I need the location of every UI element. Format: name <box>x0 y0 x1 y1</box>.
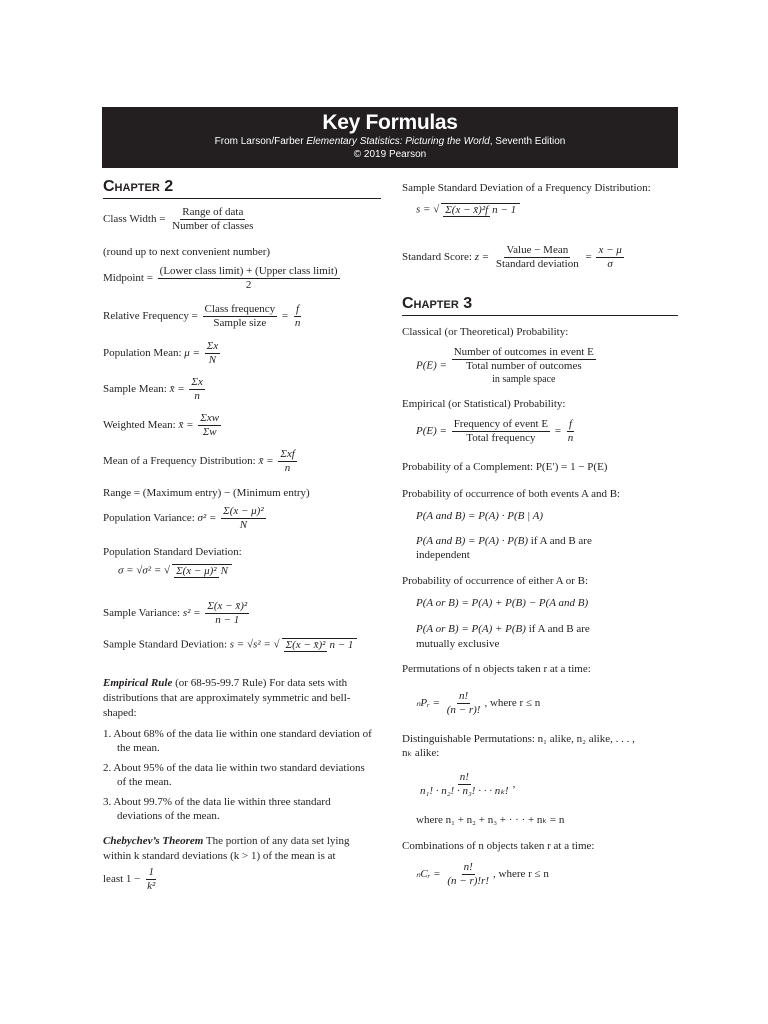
lhs: ₙCᵣ = <box>416 868 441 881</box>
fraction <box>198 412 221 439</box>
numerator: Frequency of event E <box>453 418 549 430</box>
fraction-2 <box>566 418 576 445</box>
class-width-formula <box>103 206 257 233</box>
chapter3-heading-wrap <box>402 295 678 316</box>
label: Population Variance: <box>103 512 195 525</box>
relative-frequency-formula <box>103 303 304 330</box>
fraction <box>172 564 232 578</box>
numerator: x − μ <box>598 244 622 256</box>
label: Mean of a Frequency Distribution: <box>103 455 256 468</box>
denominator: Number of classes <box>172 220 254 232</box>
fraction <box>278 448 296 475</box>
fraction <box>189 376 204 403</box>
fraction <box>494 244 581 271</box>
denominator: Σw <box>202 426 217 438</box>
denominator: N <box>239 519 248 531</box>
denominator: N <box>220 565 228 577</box>
distinguishable-label: Distinguishable Permutations: n₁ alike, n₂ alike, . . . , <box>402 733 635 745</box>
numerator: Σx <box>206 340 219 352</box>
label: Sample Variance: <box>103 607 181 620</box>
list-item: 3. About 99.7% of the data lie within three standard deviations of the mean. <box>103 796 331 822</box>
denominator: σ <box>607 258 613 270</box>
chebychev-title: Chebychev’s Theorem <box>103 835 204 847</box>
numerator: Σ(x − μ)² <box>223 505 264 517</box>
lhs: x̄ = <box>169 383 185 396</box>
lhs: ₙPᵣ = <box>416 697 440 710</box>
denominator: n <box>294 317 301 329</box>
fraction <box>445 690 483 717</box>
empirical-prob-label: Empirical (or Statistical) Probability: <box>402 398 566 410</box>
fraction <box>158 265 340 292</box>
both-note: independent <box>416 549 470 561</box>
fraction <box>441 203 520 217</box>
population-mean-formula <box>103 340 222 367</box>
numerator: Σxf <box>280 448 295 460</box>
radical-icon: √ <box>273 638 280 651</box>
population-sd-formula <box>118 564 234 578</box>
equals: = <box>554 425 562 438</box>
label: Sample Mean: <box>103 383 167 396</box>
edition: , Seventh Edition <box>489 136 566 147</box>
fraction <box>145 866 157 893</box>
denominator: Total number of outcomes <box>465 360 582 372</box>
list-item: 2. About 95% of the data lie within two standard deviations of the mean. <box>103 762 365 788</box>
lhs: P(E) = <box>416 359 447 372</box>
numerator: Σxw <box>200 412 220 424</box>
left-column <box>103 178 381 199</box>
chebychev-formula <box>103 866 159 893</box>
denominator: n <box>567 432 574 444</box>
complement-formula: Probability of a Complement: P(E′) = 1 − P(E) <box>402 461 608 473</box>
combination-formula <box>416 861 549 888</box>
lhs: σ² = <box>197 512 217 525</box>
list-item: 1. About 68% of the data lie within one standard deviation of the mean. <box>103 728 372 754</box>
population-sd-label: Population Standard Deviation: <box>103 546 242 558</box>
numerator: Σ(x − x̄)² <box>207 600 248 612</box>
empirical-rule-title: Empirical Rule <box>103 677 173 689</box>
lhs: σ = √σ² = <box>118 564 162 577</box>
classical-formula <box>416 346 598 386</box>
numerator: 1 <box>148 866 154 878</box>
lhs: P(E) = <box>416 425 447 438</box>
either-formula-1: P(A or B) = P(A) + P(B) − P(A and B) <box>416 597 589 609</box>
comma: , <box>512 778 516 791</box>
numerator: Σ(x − x̄)² <box>285 639 326 651</box>
lhs: x̄ = <box>178 419 194 432</box>
lhs: μ = <box>184 347 200 360</box>
page-title: Key Formulas <box>322 111 458 134</box>
either-label: Probability of occurrence of either A or B: <box>402 575 589 587</box>
label: Weighted Mean: <box>103 419 176 432</box>
classical-label: Classical (or Theoretical) Probability: <box>402 326 569 338</box>
denominator: (n − r)!r! <box>447 875 489 887</box>
fraction <box>282 638 358 652</box>
label: Sample Standard Deviation: <box>103 638 228 651</box>
source-prefix: From Larson/Farber <box>214 136 307 147</box>
fraction <box>445 861 491 888</box>
both-label: Probability of occurrence of both events A and B: <box>402 488 621 500</box>
either-note: mutually exclusive <box>416 638 500 650</box>
fraction <box>205 600 249 627</box>
empirical-list <box>103 727 373 829</box>
formula: P(A or B) = P(A) + P(B) <box>416 623 526 635</box>
numerator: f <box>296 303 300 315</box>
lhs: s = <box>416 203 431 216</box>
weighted-mean-formula <box>103 412 223 439</box>
fraction <box>452 346 596 386</box>
combination-label: Combinations of n objects taken r at a time: <box>402 840 595 852</box>
distinguishable-where: where n₁ + n₂ + n₃ + · · · + nₖ = n <box>416 814 565 826</box>
label: Population Mean: <box>103 347 182 360</box>
equals: = <box>281 310 289 323</box>
copyright: © 2019 Pearson <box>353 149 427 160</box>
denominator: (n − r)! <box>446 704 481 716</box>
book-title: Elementary Statistics: Picturing the World <box>306 136 490 147</box>
lhs: z = <box>474 251 490 264</box>
standard-score-formula <box>402 244 626 271</box>
fraction <box>418 771 511 798</box>
empirical-rule-text: (or 68-95-99.7 Rule) For data sets with distributions that are approximately symmetric and bell-shaped: <box>103 677 351 719</box>
condition: , where r ≤ n <box>493 868 549 881</box>
fraction <box>170 206 255 233</box>
label: Relative Frequency = <box>103 310 198 323</box>
permutation-label: Permutations of n objects taken r at a time: <box>402 663 591 675</box>
header-banner <box>102 107 678 168</box>
equals: = <box>585 251 592 264</box>
round-note: (round up to next convenient number) <box>103 246 271 258</box>
condition: if A and B are <box>528 535 592 547</box>
distinguishable-label-2: nₖ alike: <box>402 747 440 759</box>
numerator: n! <box>459 690 469 702</box>
lhs: s = √s² = <box>229 638 271 651</box>
denominator: k² <box>147 880 156 892</box>
range-formula: Range = (Maximum entry) − (Minimum entry) <box>103 487 310 499</box>
denominator: n − 1 <box>492 204 517 216</box>
sample-mean-formula <box>103 376 207 403</box>
numerator: Range of data <box>182 206 244 218</box>
numerator: Σ(x − x̄)²f <box>445 204 489 216</box>
either-formula-2 <box>416 623 590 635</box>
denominator: Standard deviation <box>495 258 579 270</box>
distinguishable-formula <box>416 771 515 798</box>
denominator: 2 <box>245 279 252 291</box>
numerator: Number of outcomes in event E <box>453 346 594 358</box>
numerator: f <box>569 418 573 430</box>
lhs: x̄ = <box>258 455 274 468</box>
denominator: Total frequency <box>466 432 536 444</box>
both-formula-2 <box>416 535 592 547</box>
fraction <box>203 303 278 330</box>
permutation-formula <box>416 690 540 717</box>
denominator: n₁! · n₂! · n₃! · · · nₖ! <box>420 785 509 797</box>
radical-icon: √ <box>433 203 440 216</box>
numerator: (Lower class limit) + (Upper class limit) <box>159 265 338 277</box>
chebychev-text: The portion of any data set lying within k standard deviations (k > 1) of the mean is at <box>103 835 350 862</box>
lhs: s² = <box>182 607 201 620</box>
condition: , where r ≤ n <box>484 697 541 710</box>
radical-icon: √ <box>164 564 171 577</box>
frequency-sd-label: Sample Standard Deviation of a Frequency Distribution: <box>402 182 651 194</box>
numerator: n! <box>459 771 469 783</box>
chapter3-heading: Chapter 3 <box>402 295 678 316</box>
fraction <box>205 340 220 367</box>
denominator: n − 1 <box>215 614 240 626</box>
label: Midpoint = <box>103 272 153 285</box>
fraction-2 <box>293 303 303 330</box>
frequency-mean-formula <box>103 448 299 475</box>
sample-sd-formula <box>103 638 359 652</box>
empirical-rule <box>103 676 373 721</box>
fraction <box>452 418 550 445</box>
chapter2-heading: Chapter 2 <box>103 178 381 199</box>
empirical-prob-formula <box>416 418 577 445</box>
numerator: n! <box>463 861 473 873</box>
sample-variance-formula <box>103 600 251 627</box>
label: Class Width = <box>103 213 166 226</box>
chebychev-theorem <box>103 834 373 864</box>
numerator: Class frequency <box>204 303 276 315</box>
numerator: Σ(x − μ)² <box>176 565 217 577</box>
fraction <box>221 505 266 532</box>
numerator: Value − Mean <box>506 244 569 256</box>
both-formula-1: P(A and B) = P(A) · P(B | A) <box>416 510 544 522</box>
formula: P(A and B) = P(A) · P(B) <box>416 535 528 547</box>
denominator: Sample size <box>213 317 267 329</box>
denominator: N <box>208 354 217 366</box>
label: least 1 − <box>103 873 141 886</box>
source-line <box>102 135 678 148</box>
denominator: n <box>194 390 200 402</box>
condition: if A and B are <box>525 623 590 635</box>
midpoint-formula <box>103 265 342 292</box>
fraction-2 <box>596 244 623 271</box>
denominator-line-2: in sample space <box>492 374 556 385</box>
numerator: Σx <box>191 376 203 388</box>
population-variance-formula <box>103 505 268 532</box>
frequency-sd-formula <box>416 203 522 217</box>
label: Standard Score: <box>402 251 472 264</box>
denominator: n − 1 <box>329 639 354 651</box>
denominator: n <box>284 462 291 474</box>
